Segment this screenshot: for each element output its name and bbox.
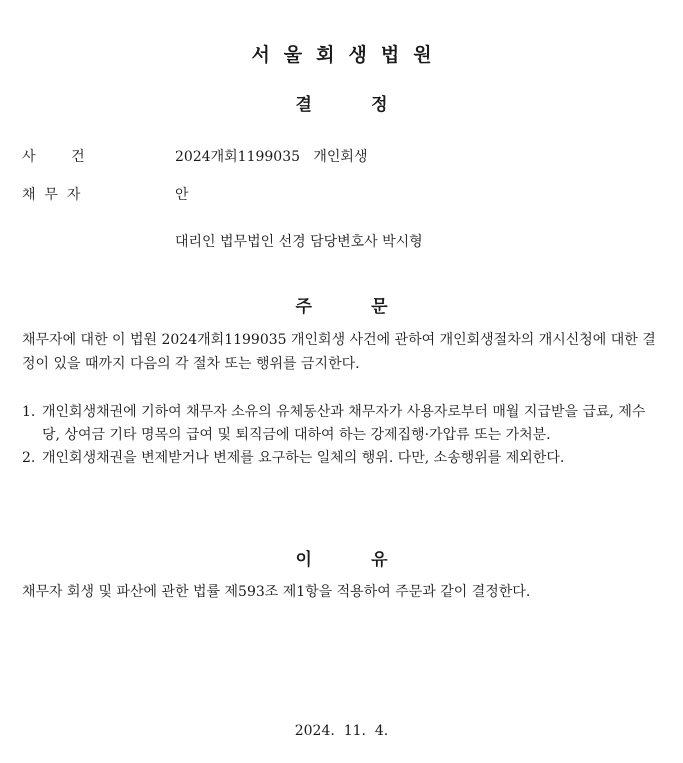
document-title: 결 정 <box>295 95 388 115</box>
order-intro: 채무자에 대한 이 법원 2024개회1199035 개인회생 사건에 관하여 개인회생절차의 개시신청에 대한 결정이 있을 때까지 다음의 각 절차 또는 행위를 금지한다. <box>22 332 656 372</box>
order-item-text: 개인회생채권에 기하여 채무자 소유의 유체동산과 채무자가 사용자로부터 매월 지급받을 급료, 제수당, 상여금 기타 명목의 급여 및 퇴직금에 대하여 하는 강제집행·가압류 또는 가처분. <box>42 404 646 443</box>
order-items <box>22 401 662 470</box>
reason-title: 이 유 <box>295 550 388 570</box>
case-value: 2024개회1199035 개인회생 <box>175 149 368 165</box>
debtor-name: 안 <box>175 187 189 203</box>
reason-text: 채무자 회생 및 파산에 관한 법률 제593조 제1항을 적용하여 주문과 같이 결정한다. <box>22 584 531 600</box>
order-item-number: 1. <box>22 404 36 420</box>
case-label: 사 건 <box>22 149 85 165</box>
debtor-label: 채 무 자 <box>22 187 81 203</box>
order-item-number: 2. <box>22 450 36 466</box>
decision-date: 2024. 11. 4. <box>294 723 389 739</box>
order-item <box>22 447 662 470</box>
order-item-text: 개인회생채권을 변제받거나 변제를 요구하는 일체의 행위. 다만, 소송행위를 제외한다. <box>42 450 565 466</box>
representative: 대리인 법무법인 선경 담당변호사 박시형 <box>175 234 423 250</box>
order-item <box>22 401 662 447</box>
court-name: 서울회생법원 <box>251 44 446 66</box>
order-title: 주 문 <box>295 297 388 317</box>
